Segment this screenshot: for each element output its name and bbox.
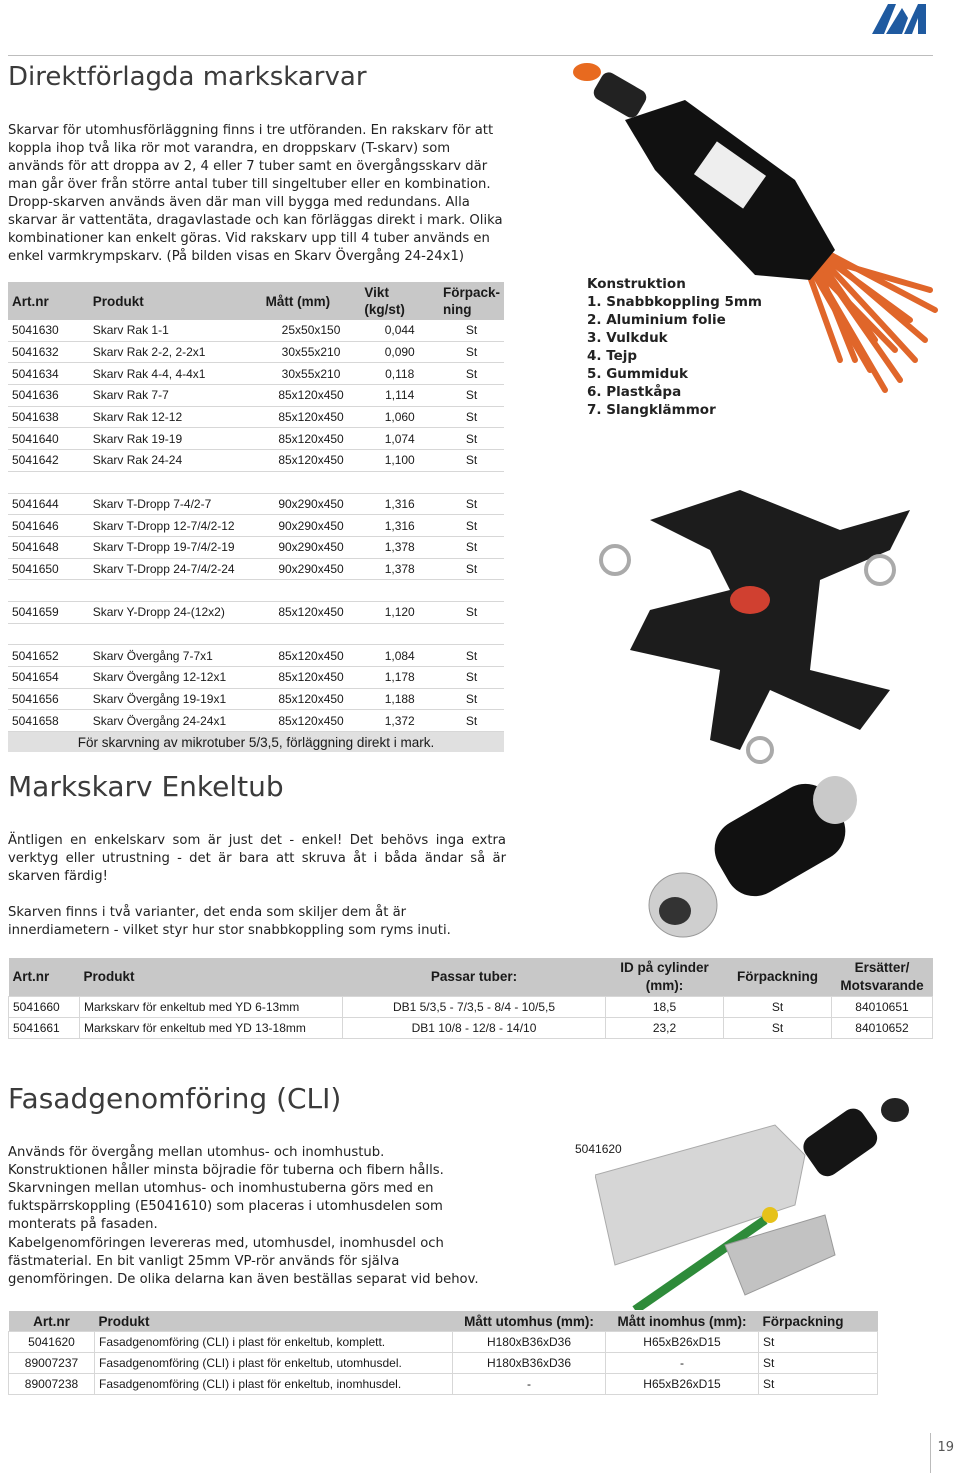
cell-forpackning: St xyxy=(439,341,504,363)
cell-produkt: Skarv T-Dropp 7-4/2-7 xyxy=(89,493,262,515)
enkeltub-table xyxy=(8,958,933,1039)
table-row xyxy=(8,645,504,667)
cell-artnr: 5041632 xyxy=(8,341,89,363)
markskarvar-table xyxy=(8,282,504,752)
table-row xyxy=(8,341,504,363)
cell-forpackning: St xyxy=(439,450,504,472)
cell-artnr: 5041656 xyxy=(8,688,89,710)
cell-matt: 25x50x150 xyxy=(262,320,361,341)
cell-id: 23,2 xyxy=(606,1018,724,1039)
cell-matt: 85x120x450 xyxy=(262,645,361,667)
cell-passar: DB1 5/3,5 - 7/3,5 - 8/4 - 10/5,5 xyxy=(343,997,606,1018)
cell-produkt: Skarv Rak 24-24 xyxy=(89,450,262,472)
cell-artnr: 5041648 xyxy=(8,536,89,558)
cell-passar: DB1 10/8 - 12/8 - 14/10 xyxy=(343,1018,606,1039)
col-header-id-cylinder xyxy=(606,958,724,997)
cell-forpackning: St xyxy=(439,406,504,428)
cell-vikt: 1,178 xyxy=(360,667,439,689)
col-header-vikt-line2: (kg/st) xyxy=(364,302,405,317)
page-number: 19 xyxy=(937,1440,954,1455)
cell-produkt: Fasadgenomföring (CLI) i plast för enkeltub, utomhusdel. xyxy=(95,1353,453,1374)
cell-vikt: 1,060 xyxy=(360,406,439,428)
cell-forpackning: St xyxy=(439,645,504,667)
section2-paragraph-1: Äntligen en enkelskarv som är just det - enkel! Det behövs inga extra verktyg eller utrustning - det är bara att skruva åt i båda ändar så är skarven färdig! xyxy=(8,833,506,884)
markskarvar-table-body xyxy=(8,320,504,752)
table-row xyxy=(8,601,504,623)
cell-matt: 85x120x450 xyxy=(262,601,361,623)
table-row xyxy=(8,493,504,515)
empty-cell xyxy=(439,623,504,645)
table-header-row xyxy=(9,1311,878,1332)
col-header-forpackning: Förpackning xyxy=(724,958,832,997)
table-spacer-row xyxy=(8,580,504,602)
cell-artnr: 5041640 xyxy=(8,428,89,450)
cell-forpackning: St xyxy=(439,558,504,580)
cell-forpackning: St xyxy=(759,1332,878,1353)
konstruktion-item: 1. Snabbkoppling 5mm xyxy=(587,294,762,310)
cell-vikt: 0,118 xyxy=(360,363,439,385)
cell-matt: 30x55x210 xyxy=(262,341,361,363)
empty-cell xyxy=(360,623,439,645)
col-header-id-line2: (mm): xyxy=(645,978,684,993)
cell-forpackning: St xyxy=(439,493,504,515)
company-logo xyxy=(872,4,934,34)
cell-matt: 30x55x210 xyxy=(262,363,361,385)
table-row xyxy=(8,363,504,385)
table-note-row xyxy=(8,732,504,753)
cell-artnr: 5041634 xyxy=(8,363,89,385)
cell-artnr: 5041650 xyxy=(8,558,89,580)
empty-cell xyxy=(262,471,361,493)
cell-matt: 90x290x450 xyxy=(262,515,361,537)
cell-vikt: 0,044 xyxy=(360,320,439,341)
header-divider xyxy=(8,55,933,56)
empty-cell xyxy=(8,471,89,493)
t-dropp-image xyxy=(590,450,920,770)
konstruktion-item: 6. Plastkåpa xyxy=(587,384,682,400)
table-spacer-row xyxy=(8,471,504,493)
cell-produkt: Skarv Övergång 24-24x1 xyxy=(89,710,262,732)
cell-forpackning: St xyxy=(439,536,504,558)
col-header-ersatter xyxy=(832,958,933,997)
page-number-divider xyxy=(930,1433,931,1473)
cell-artnr: 5041661 xyxy=(9,1018,80,1039)
col-header-forp-line2: ning xyxy=(442,302,472,317)
cell-matt: 85x120x450 xyxy=(262,428,361,450)
cell-produkt: Skarv Rak 7-7 xyxy=(89,385,262,407)
cell-matt-utomhus: H180xB36xD36 xyxy=(453,1353,606,1374)
cell-artnr: 5041654 xyxy=(8,667,89,689)
table-row xyxy=(8,710,504,732)
cell-artnr: 89007238 xyxy=(9,1374,95,1395)
cell-produkt: Skarv T-Dropp 19-7/4/2-19 xyxy=(89,536,262,558)
cell-forpackning: St xyxy=(439,385,504,407)
konstruktion-title: Konstruktion xyxy=(587,276,686,292)
empty-cell xyxy=(262,580,361,602)
cell-vikt: 1,316 xyxy=(360,515,439,537)
section2-paragraph-2: Skarven finns i två varianter, det enda som skiljer dem åt är innerdiametern - vilket styr hur stor snabbkoppling som ryms inuti. xyxy=(8,905,451,938)
konstruktion-item: 4. Tejp xyxy=(587,348,638,364)
cell-vikt: 1,100 xyxy=(360,450,439,472)
cell-forpackning: St xyxy=(439,320,504,341)
cell-vikt: 1,378 xyxy=(360,558,439,580)
cell-vikt: 1,378 xyxy=(360,536,439,558)
table-row xyxy=(9,1353,878,1374)
cell-artnr: 5041638 xyxy=(8,406,89,428)
cell-artnr: 5041658 xyxy=(8,710,89,732)
cell-forpackning: St xyxy=(724,997,832,1018)
konstruktion-item: 2. Aluminium folie xyxy=(587,312,726,328)
cell-matt-inomhus: H65xB26xD15 xyxy=(606,1374,759,1395)
section-title-markskarv-enkeltub: Markskarv Enkeltub xyxy=(8,770,284,803)
cell-matt-utomhus: H180xB36xD36 xyxy=(453,1332,606,1353)
section-title-direktforlagda: Direktförlagda markskarvar xyxy=(8,62,367,92)
cell-artnr: 5041646 xyxy=(8,515,89,537)
col-header-matt-inomhus: Mått inomhus (mm): xyxy=(606,1311,759,1332)
empty-cell xyxy=(8,580,89,602)
cell-produkt: Skarv Rak 19-19 xyxy=(89,428,262,450)
cell-vikt: 0,090 xyxy=(360,341,439,363)
cell-matt: 85x120x450 xyxy=(262,667,361,689)
table-row xyxy=(8,385,504,407)
table-row xyxy=(8,515,504,537)
cell-matt: 85x120x450 xyxy=(262,385,361,407)
col-header-forpackning: Förpackning xyxy=(759,1311,878,1332)
cell-artnr: 5041636 xyxy=(8,385,89,407)
col-header-artnr: Art.nr xyxy=(8,282,89,320)
cell-produkt: Skarv Rak 12-12 xyxy=(89,406,262,428)
table-row xyxy=(8,450,504,472)
cell-matt: 85x120x450 xyxy=(262,406,361,428)
empty-cell xyxy=(89,580,262,602)
cell-forpackning: St xyxy=(439,710,504,732)
col-header-vikt-line1: Vikt xyxy=(364,285,389,300)
cell-produkt: Skarv Övergång 12-12x1 xyxy=(89,667,262,689)
empty-cell xyxy=(89,623,262,645)
table-row xyxy=(9,1018,933,1039)
col-header-forp-line1: Förpack- xyxy=(442,285,500,300)
cell-produkt: Skarv Y-Dropp 24-(12x2) xyxy=(89,601,262,623)
cell-forpackning: St xyxy=(439,515,504,537)
table-header-row xyxy=(9,958,933,997)
cell-vikt: 1,372 xyxy=(360,710,439,732)
cell-vikt: 1,074 xyxy=(360,428,439,450)
table-row xyxy=(8,320,504,341)
konstruktion-item: 5. Gummiduk xyxy=(587,366,688,382)
cell-vikt: 1,114 xyxy=(360,385,439,407)
section-title-fasadgenomforing: Fasadgenomföring (CLI) xyxy=(8,1082,342,1115)
figure-label: 5041620 xyxy=(575,1142,622,1156)
cell-produkt: Skarv T-Dropp 12-7/4/2-12 xyxy=(89,515,262,537)
table-row xyxy=(8,536,504,558)
col-header-produkt: Produkt xyxy=(89,282,262,320)
cell-produkt: Fasadgenomföring (CLI) i plast för enkeltub, inomhusdel. xyxy=(95,1374,453,1395)
table-row xyxy=(8,688,504,710)
cell-matt-utomhus: - xyxy=(453,1374,606,1395)
empty-cell xyxy=(8,623,89,645)
section3-paragraph-2: Kabelgenomföringen levereras med, utomhusdel, inomhusdel och fästmaterial. En bit vanligt 25mm VP-rör används för själva genomföringen. De olika delarna kan även beställas separat vid behov. xyxy=(8,1236,479,1287)
cell-id: 18,5 xyxy=(606,997,724,1018)
konstruktion-list xyxy=(587,275,762,419)
empty-cell xyxy=(360,471,439,493)
cell-matt: 90x290x450 xyxy=(262,493,361,515)
col-header-ers-line2: Motsvarande xyxy=(840,978,924,993)
cell-forpackning: St xyxy=(759,1374,878,1395)
col-header-matt-utomhus: Mått utomhus (mm): xyxy=(453,1311,606,1332)
empty-cell xyxy=(89,471,262,493)
table-row xyxy=(9,1374,878,1395)
col-header-id-line1: ID på cylinder xyxy=(620,960,709,975)
cell-forpackning: St xyxy=(439,688,504,710)
col-header-artnr: Art.nr xyxy=(9,1311,95,1332)
cell-produkt: Skarv Övergång 19-19x1 xyxy=(89,688,262,710)
cell-produkt: Skarv T-Dropp 24-7/4/2-24 xyxy=(89,558,262,580)
cell-artnr: 5041644 xyxy=(8,493,89,515)
cell-ersatter: 84010651 xyxy=(832,997,933,1018)
cell-artnr: 5041642 xyxy=(8,450,89,472)
cell-matt-inomhus: - xyxy=(606,1353,759,1374)
cell-produkt: Skarv Rak 4-4, 4-4x1 xyxy=(89,363,262,385)
cell-artnr: 89007237 xyxy=(9,1353,95,1374)
cell-matt: 85x120x450 xyxy=(262,450,361,472)
cell-produkt: Skarv Rak 2-2, 2-2x1 xyxy=(89,341,262,363)
cell-produkt: Skarv Övergång 7-7x1 xyxy=(89,645,262,667)
col-header-ers-line1: Ersätter/ xyxy=(854,960,910,975)
konstruktion-item: 3. Vulkduk xyxy=(587,330,668,346)
cell-forpackning: St xyxy=(439,667,504,689)
col-header-forpackning xyxy=(439,282,504,320)
konstruktion-item: 7. Slangklämmor xyxy=(587,402,716,418)
table-row xyxy=(8,667,504,689)
cell-matt: 85x120x450 xyxy=(262,710,361,732)
cell-matt: 90x290x450 xyxy=(262,558,361,580)
table-row xyxy=(8,558,504,580)
cell-forpackning: St xyxy=(439,363,504,385)
table-row xyxy=(9,1332,878,1353)
cell-produkt: Markskarv för enkeltub med YD 13-18mm xyxy=(80,1018,343,1039)
cell-produkt: Fasadgenomföring (CLI) i plast för enkeltub, komplett. xyxy=(95,1332,453,1353)
section1-paragraph: Skarvar för utomhusförläggning finns i tre utföranden. En rakskarv för att koppla ihop två lika rör mot varandra, en droppskarv (T-skarv) som används för att droppa av 2, 4 eller 7 tuber samt en övergångsskarv där man går över från större antal tuber till singeltuber eller en kombination. Dropp-skarven används även där man vill bygga med redundans. Alla skarvar är vattentäta, dragavlastade och kan förläggas direkt i mark. Olika kombinationer kan enkelt göras. Vid rakskarv upp till 4 tuber används en enkel varmkrympskarv. (På bilden visas en Skarv Övergång 24-24x1) xyxy=(8,123,503,264)
table-row xyxy=(8,406,504,428)
cell-matt: 85x120x450 xyxy=(262,688,361,710)
cell-artnr: 5041660 xyxy=(9,997,80,1018)
col-header-artnr: Art.nr xyxy=(9,958,80,997)
col-header-produkt: Produkt xyxy=(95,1311,453,1332)
col-header-vikt xyxy=(360,282,439,320)
table-header-row xyxy=(8,282,504,320)
cell-matt: 90x290x450 xyxy=(262,536,361,558)
cell-artnr: 5041620 xyxy=(9,1332,95,1353)
markskarv-enkeltub-image xyxy=(645,775,860,945)
cell-produkt: Skarv Rak 1-1 xyxy=(89,320,262,341)
cell-vikt: 1,188 xyxy=(360,688,439,710)
cell-forpackning: St xyxy=(439,428,504,450)
col-header-matt: Mått (mm) xyxy=(262,282,361,320)
cell-vikt: 1,120 xyxy=(360,601,439,623)
table-spacer-row xyxy=(8,623,504,645)
cell-artnr: 5041630 xyxy=(8,320,89,341)
cell-forpackning: St xyxy=(439,601,504,623)
table-note: För skarvning av mikrotuber 5/3,5, förläggning direkt i mark. xyxy=(8,732,504,753)
table-row xyxy=(9,997,933,1018)
cell-artnr: 5041652 xyxy=(8,645,89,667)
cell-vikt: 1,316 xyxy=(360,493,439,515)
col-header-produkt: Produkt xyxy=(80,958,343,997)
section3-paragraph-1: Används för övergång mellan utomhus- och inomhustub. Konstruktionen håller minsta böjradie för tuberna och fibern hålls. Skarvningen mellan utomhus- och inomhustuberna görs med en fuktspärrskoppling (E5041610) som placeras i utomhusdelen som monterats på fasaden. xyxy=(8,1145,444,1232)
empty-cell xyxy=(439,580,504,602)
col-header-passar: Passar tuber: xyxy=(343,958,606,997)
cell-ersatter: 84010652 xyxy=(832,1018,933,1039)
cell-matt-inomhus: H65xB26xD15 xyxy=(606,1332,759,1353)
empty-cell xyxy=(439,471,504,493)
cell-vikt: 1,084 xyxy=(360,645,439,667)
empty-cell xyxy=(262,623,361,645)
cell-produkt: Markskarv för enkeltub med YD 6-13mm xyxy=(80,997,343,1018)
fasad-table xyxy=(8,1311,878,1395)
cell-forpackning: St xyxy=(759,1353,878,1374)
empty-cell xyxy=(360,580,439,602)
fasadgenomforing-image xyxy=(595,1095,935,1310)
cell-artnr: 5041659 xyxy=(8,601,89,623)
table-row xyxy=(8,428,504,450)
cell-forpackning: St xyxy=(724,1018,832,1039)
